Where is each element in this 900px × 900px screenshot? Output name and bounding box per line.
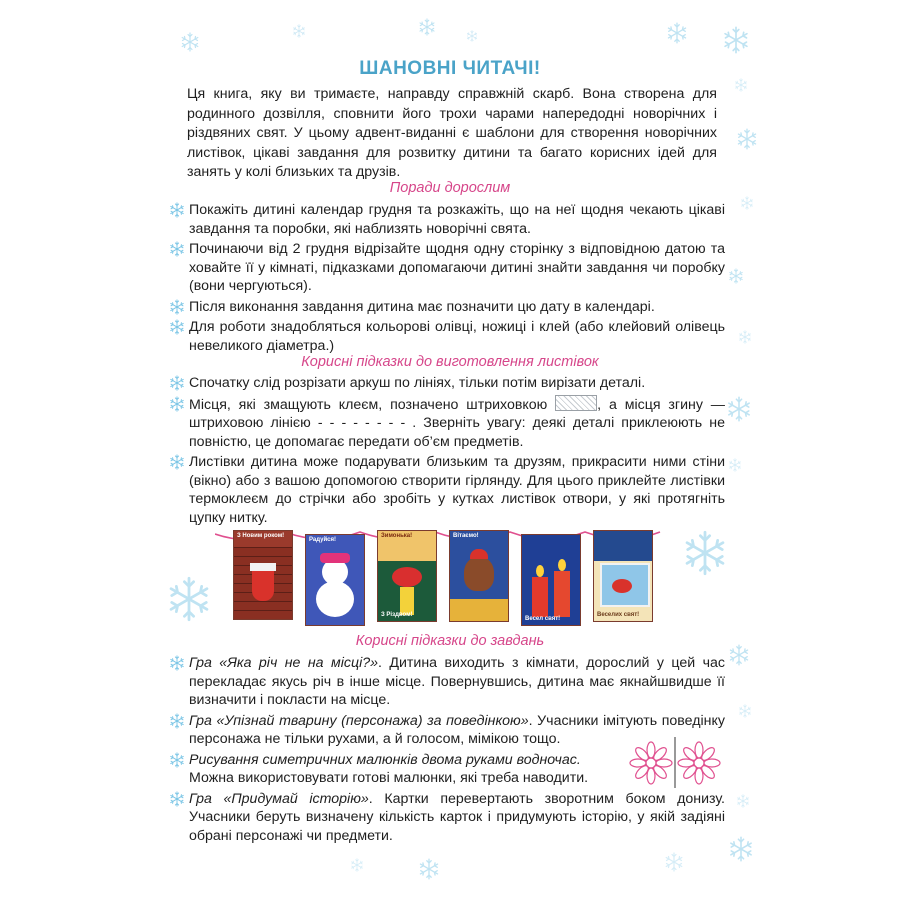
card-label: Радуйся! [309, 537, 337, 543]
card-tips-list [165, 374, 725, 529]
card-candles [521, 534, 581, 626]
snowflake-bullet-icon [169, 375, 185, 391]
snowflake-bullet-icon [169, 202, 185, 218]
snowflake-icon [738, 704, 752, 718]
list-item: Починаючи від 2 грудня відрізайте щодня одну сторінку з відповідною датою та ховайте її у кімнаті, підказками допомагаючи дитині знайти завдання чи поробку (вони чергуються). [165, 240, 725, 296]
section-heading-tasks: Корисні підказки до завдань [355, 633, 545, 649]
snowflake-bullet-icon [169, 713, 185, 729]
page [165, 0, 735, 900]
card-snowman [305, 534, 365, 626]
snowflake-bullet-icon [169, 396, 185, 412]
card-label: З Новим роком! [237, 533, 285, 539]
glue-hatching-sample [555, 395, 597, 411]
card-label: Вітаємо! [453, 533, 479, 539]
snowflake-bullet-icon [169, 241, 185, 257]
list-item: Місця, які змащують клеєм, позначено штриховкою , а місця згину — штриховою лінією - - - - - - - - . Зверніть увагу: деякі деталі приклеюють не повністю, це допомагає передати об’єм предметів. [165, 395, 725, 452]
section-heading-parents: Поради дорослим [389, 180, 511, 196]
list-item: Спочатку слід розрізати аркуш по лініях, тільки потім вирізати деталі. [165, 374, 725, 393]
snowflake-bullet-icon [169, 752, 185, 768]
page-title: ШАНОВНІ ЧИТАЧІ! [359, 58, 541, 79]
card-label-bottom: Весел свят! [525, 616, 561, 622]
card-label: Зимонька! [381, 533, 413, 539]
card-label-bottom: З Різдвом! [381, 612, 413, 618]
list-item: Після виконання завдання дитина має позначити цю дату в календарі. [165, 298, 725, 317]
list-item: Листівки дитина може подарувати близьким та друзям, прикрасити ними стіни (вікно) або з вашою допомогою створити гірлянду. Для цього приклейте листівки термоклеєм до стрічки або зробіть у кутках листівок отвори, у які протягніть цупку нитку. [165, 453, 725, 527]
intro-paragraph: Ця книга, яку ви тримаєте, направду справжній скарб. Вона створена для родинного дозвілля, сповнити його трохи чарами напередодні новорічних і різдвяних свят. У цьому адвент-виданні є шаблони для створення новорічних листівок, цікаві завдання для розвитку дитини та багато корисних ідей для занять у колі близьких та друзів. [187, 86, 717, 180]
section-heading-cards: Корисні підказки до виготовлення листівок [301, 354, 599, 370]
symmetric-flowers-illustration [625, 735, 725, 790]
tips-for-parents-list [165, 201, 725, 357]
snowflake-icon [736, 128, 758, 150]
card-bullfinch-window [593, 530, 653, 622]
card-candle [377, 530, 437, 622]
snowflake-icon [738, 330, 752, 344]
snowflake-icon [734, 78, 748, 92]
list-item: Для роботи знадобляться кольорові олівці, ножиці і клей (або клейовий олівець невеликого діаметра.) [165, 318, 725, 355]
card-fireplace [233, 530, 293, 620]
list-item: Рисування симетричних малюнків двома руками водночас. Можна використовувати готові малюнки, які треба наводити. [165, 751, 725, 788]
snowflake-bullet-icon [169, 299, 185, 315]
list-item: Гра «Придумай історію». Картки перевертають зворотним боком донизу. Учасники беруть визначену кількість карток і придумують історію, у якій задіяні обрані персонажі чи предмети. [165, 790, 725, 846]
list-item: Покажіть дитині календар грудня та розкажіть, що на неї щодня чекають цікаві завдання та поробки, які наблизять новорічні свята. [165, 201, 725, 238]
snowflake-bullet-icon [169, 655, 185, 671]
snowflake-icon [740, 196, 754, 210]
snowflake-bullet-icon [169, 319, 185, 335]
card-label-bottom: Веселих свят! [597, 612, 640, 618]
list-item: Гра «Упізнай тварину (персонажа) за поведінкою». Учасники імітують поведінку персонажа не тільки рухами, а й голосом, мімікою тощо. [165, 712, 725, 749]
snowflake-bullet-icon [169, 791, 185, 807]
list-item: Гра «Яка річ не на місці?». Дитина виходить з кімнати, дорослий у цей час перекладає якусь річ в інше місце. Повернувшись, дитина має якнайшвидше її визначити і покласти на місце. [165, 654, 725, 710]
snowflake-icon [736, 794, 750, 808]
card-garland-illustration [215, 520, 665, 630]
card-deer [449, 530, 509, 622]
snowflake-bullet-icon [169, 454, 185, 470]
